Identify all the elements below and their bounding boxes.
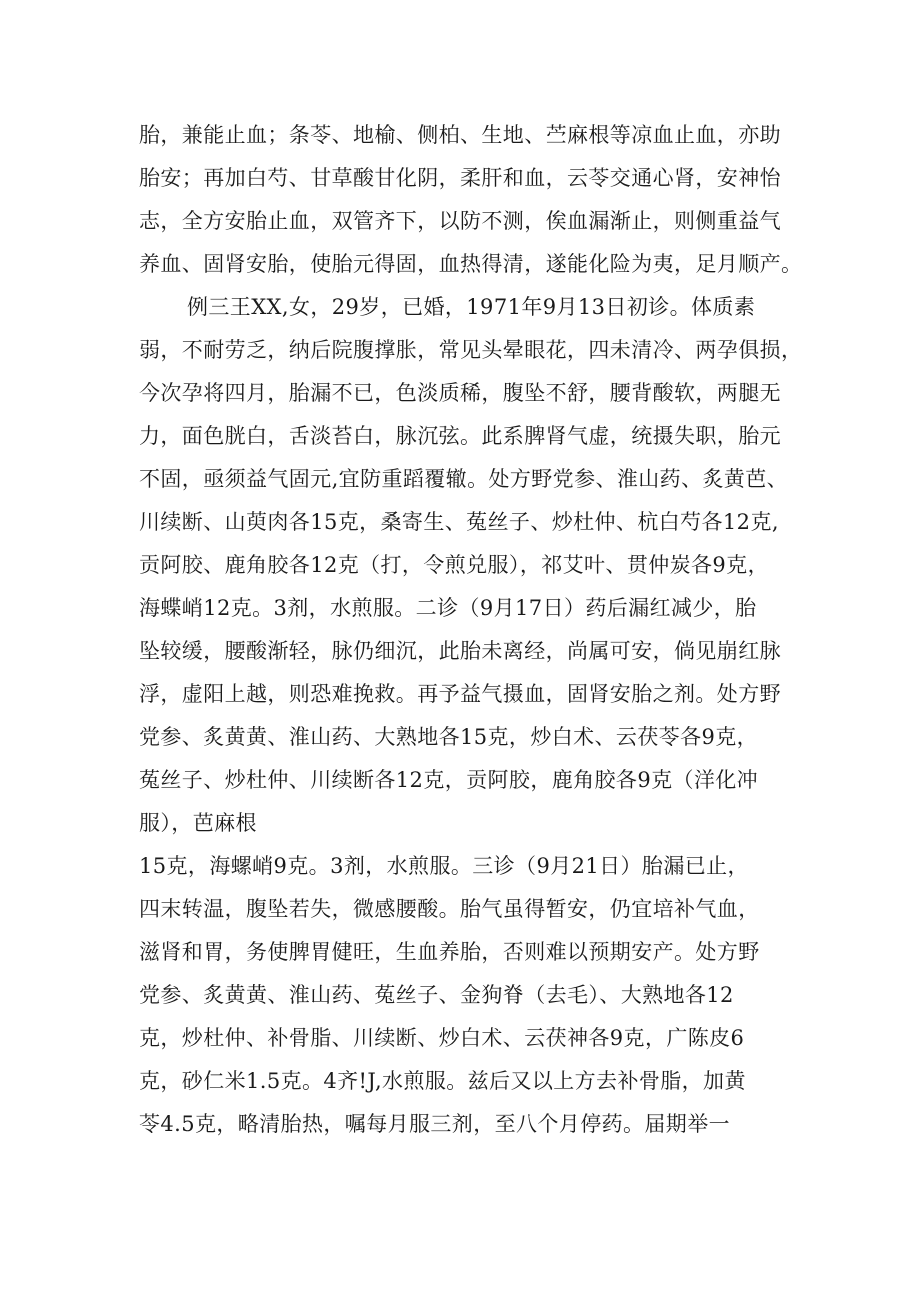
text-line: 党参、炙黄黄、淮山药、菟丝子、金狗脊（去毛）、大熟地各12 [139,983,734,1007]
text-line: 党参、炙黄黄、淮山药、大熟地各15克，炒白术、云茯苓各9克， [139,725,759,749]
text-line: 滋肾和胃，务使脾胃健旺，生血养胎，否则难以预期安产。处方野 [139,940,760,964]
text-line: 弱，不耐劳乏，纳后院腹撑胀，常见头晕眼花，四未清冷、两孕俱损， [139,338,803,362]
text-line: 克，砂仁米1.5克。4齐!J,水煎服。兹后又以上方去补骨脂，加黄 [139,1069,746,1093]
text-line: 坠较缓，腰酸渐轻，脉仍细沉，此胎未离经，尚属可安，倘见崩红脉 [139,639,781,663]
text-line: 海蝶峭12克。3剂，水煎服。二诊（9月17日）药后漏红减少，胎 [139,596,757,620]
text-line: 力，面色胱白，舌淡苔白，脉沉弦。此系脾肾气虚，统摄失职，胎元 [139,424,781,448]
text-line: 菟丝子、炒杜仲、川续断各12克，贡阿胶，鹿角胶各9克（洋化冲 [139,768,759,792]
text-line: 四末转温，腹坠若失，微感腰酸。胎气虽得暂安，仍宜培补气血， [139,897,760,921]
text-line: 浮，虚阳上越，则恐难挽救。再予益气摄血，固肾安胎之剂。处方野 [139,682,781,706]
paragraph-start-line: 例三王XX,女，29岁，已婚，1971年9月13日初诊。体质素 [187,295,756,319]
text-line: 志，全方安胎止血，双管齐下，以防不测，俟血漏渐止，则侧重益气 [139,209,781,233]
text-line: 胎，兼能止血；条苓、地榆、侧柏、生地、苎麻根等凉血止血，亦助 [139,123,781,147]
text-line: 川续断、山萸肉各15克，桑寄生、菟丝子、炒杜仲、杭白芍各12克, [139,510,779,534]
text-line: 今次孕将四月，胎漏不已，色淡质稀，腹坠不舒，腰背酸软，两腿无 [139,381,781,405]
text-line: 不固，亟须益气固元,宜防重蹈覆辙。处方野党参、淮山药、炙黄芭、 [139,467,789,491]
text-line: 苓4.5克，略清胎热，嘱每月服三剂，至八个月停药。届期举一 [139,1112,730,1136]
text-line: 养血、固肾安胎，使胎元得固，血热得清，遂能化险为夷，足月顺产。 [139,252,803,276]
text-line: 克，炒杜仲、补骨脂、川续断、炒白术、云茯神各9克，广陈皮6 [139,1026,745,1050]
text-line: 服），芭麻根 [139,811,257,835]
text-line: 贡阿胶、鹿角胶各12克（打，令煎兑服），祁艾叶、贯仲炭各9克， [139,553,769,577]
text-line: 胎安；再加白芍、甘草酸甘化阴，柔肝和血，云苓交通心肾，安神怡 [139,166,781,190]
text-line: 15克，海螺峭9克。3剂，水煎服。三诊（9月21日）胎漏已止， [139,854,749,878]
